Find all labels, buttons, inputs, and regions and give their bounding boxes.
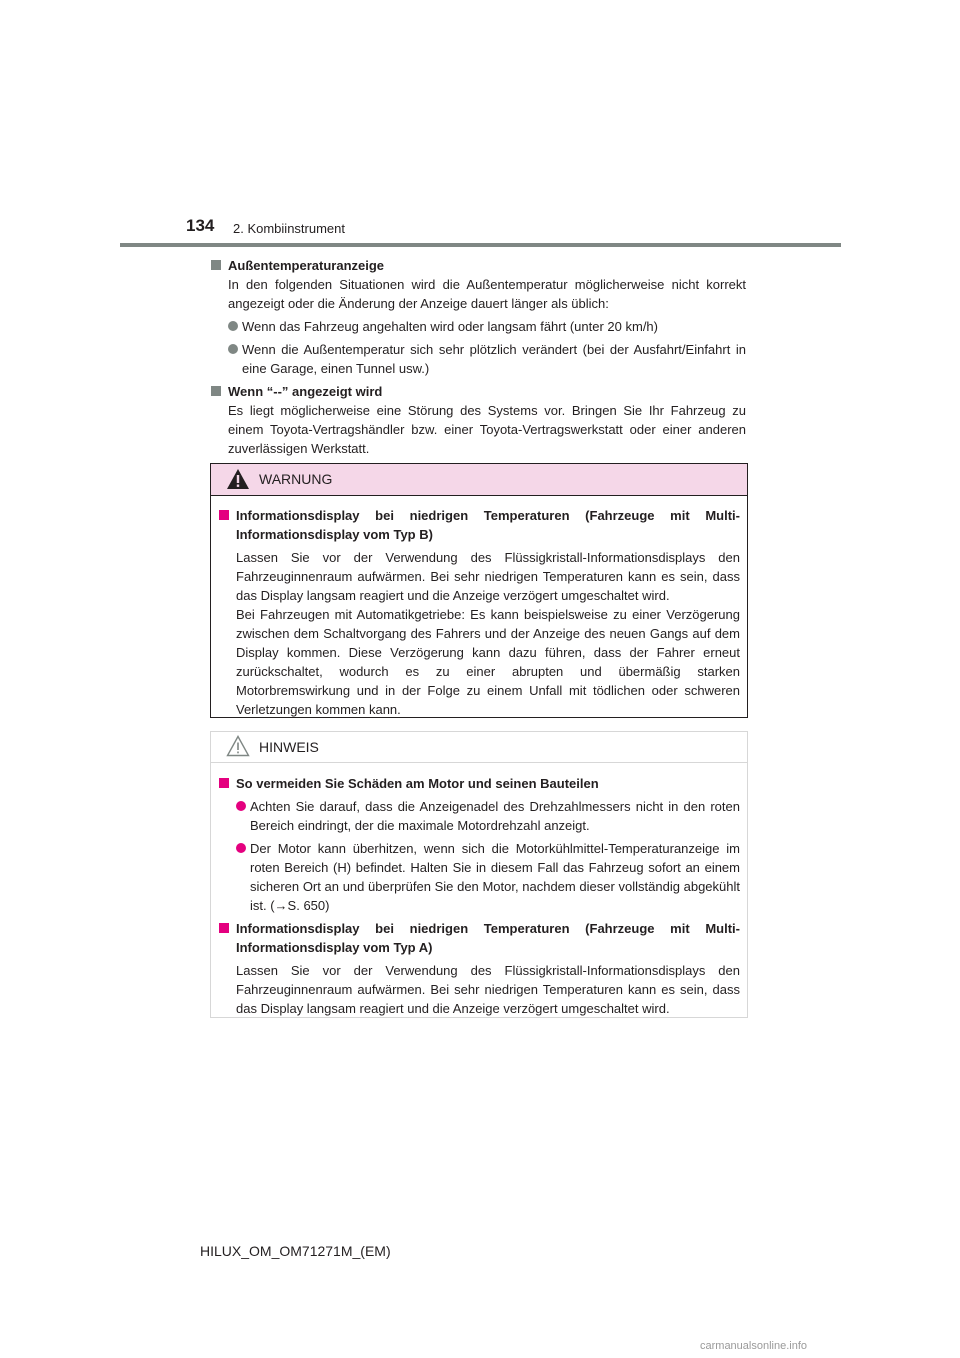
note-heading: So vermeiden Sie Schäden am Motor und seinen Bauteilen <box>219 774 740 793</box>
note-heading: Informationsdisplay bei niedrigen Temperaturen (Fahrzeuge mit Multi-Informationsdisplay vom Typ A) <box>219 919 740 957</box>
square-bullet-icon <box>219 510 229 520</box>
note-label: HINWEIS <box>259 739 319 755</box>
warning-label: WARNUNG <box>259 471 333 487</box>
list-item: Achten Sie darauf, dass die Anzeigenadel des Drehzahlmessers nicht in den roten Bereich eindringt, der die maximale Motordrehzahl anzeigt. <box>219 797 740 835</box>
round-bullet-icon <box>228 344 238 354</box>
warning-triangle-icon <box>226 468 250 490</box>
warning-paragraph: Lassen Sie vor der Verwendung des Flüssigkristall-Informationsdisplays den Fahrzeuginnenraum aufwärmen. Bei sehr niedrigen Temperaturen kann es sein, dass das Display langsam reagiert und die Anzeige verzögert umgeschaltet wird. <box>236 550 740 603</box>
round-bullet-icon <box>228 321 238 331</box>
list-item: Wenn die Außentemperatur sich sehr plötzlich verändert (bei der Ausfahrt/Einfahrt in eine Garage, einen Tunnel usw.) <box>211 340 746 378</box>
warning-content <box>219 506 740 723</box>
watermark: carmanualsonline.info <box>700 1340 808 1352</box>
round-bullet-icon <box>236 801 246 811</box>
warning-header <box>211 464 747 496</box>
note-paragraph: Lassen Sie vor der Verwendung des Flüssigkristall-Informationsdisplays den Fahrzeuginnenraum aufwärmen. Bei sehr niedrigen Temperaturen kann es sein, dass das Display langsam reagiert und die Anzeige verzögert umgeschaltet wird. <box>236 963 740 1016</box>
square-bullet-icon <box>211 260 221 270</box>
square-bullet-icon <box>219 778 229 788</box>
caution-triangle-icon <box>226 735 250 757</box>
section-heading-dashes: Wenn “--” angezeigt wird <box>211 382 746 401</box>
note-content <box>219 774 740 1022</box>
warning-paragraph: Bei Fahrzeugen mit Automatikgetriebe: Es kann beispielsweise zu einer Verzögerung zwischen dem Schaltvorgang des Fahrers und der Anzeige des neuen Gangs auf dem Display kommen. Diese Verzögerung kann dazu führen, dass der Fahrer erneut zurückschaltet, wodurch es zu einer abrupten und übermäßig starken Motorbremswirkung und in der Folge zu einem Unfall mit tödlichen oder schweren Verletzungen kommen kann. <box>236 607 740 717</box>
list-item: Der Motor kann überhitzen, wenn sich die Motorkühlmittel-Temperaturanzeige im roten Bereich (H) befindet. Halten Sie in diesem Fall das Fahrzeug sofort an einem sicheren Ort an und überprüfen Sie den Motor, nachdem dieser vollständig abgekühlt ist. (→S. 650) <box>219 839 740 915</box>
page-number: 134 <box>186 216 215 235</box>
note-box <box>210 731 748 1018</box>
note-header <box>211 732 747 763</box>
header-rule <box>120 243 841 247</box>
square-bullet-icon <box>211 386 221 396</box>
list-item: Wenn das Fahrzeug angehalten wird oder langsam fährt (unter 20 km/h) <box>211 317 746 336</box>
chapter-title: 2. Kombiinstrument <box>233 221 345 236</box>
square-bullet-icon <box>219 923 229 933</box>
round-bullet-icon <box>236 843 246 853</box>
section-heading-outside-temp: Außentemperaturanzeige <box>211 256 746 275</box>
main-content <box>211 256 746 462</box>
warning-heading: Informationsdisplay bei niedrigen Temperaturen (Fahrzeuge mit Multi-Informationsdisplay vom Typ B) <box>219 506 740 544</box>
warning-box <box>210 463 748 718</box>
footer-code: HILUX_OM_OM71271M_(EM) <box>200 1243 391 1259</box>
section-paragraph: Es liegt möglicherweise eine Störung des Systems vor. Bringen Sie Ihr Fahrzeug zu einem Toyota-Vertragshändler bzw. einer Toyota-Vertragswerkstatt oder einer anderen zuverlässigen Werkstatt. <box>228 403 746 456</box>
section-paragraph: In den folgenden Situationen wird die Außentemperatur möglicherweise nicht korrekt angezeigt oder die Änderung der Anzeige dauert länger als üblich: <box>228 277 746 311</box>
